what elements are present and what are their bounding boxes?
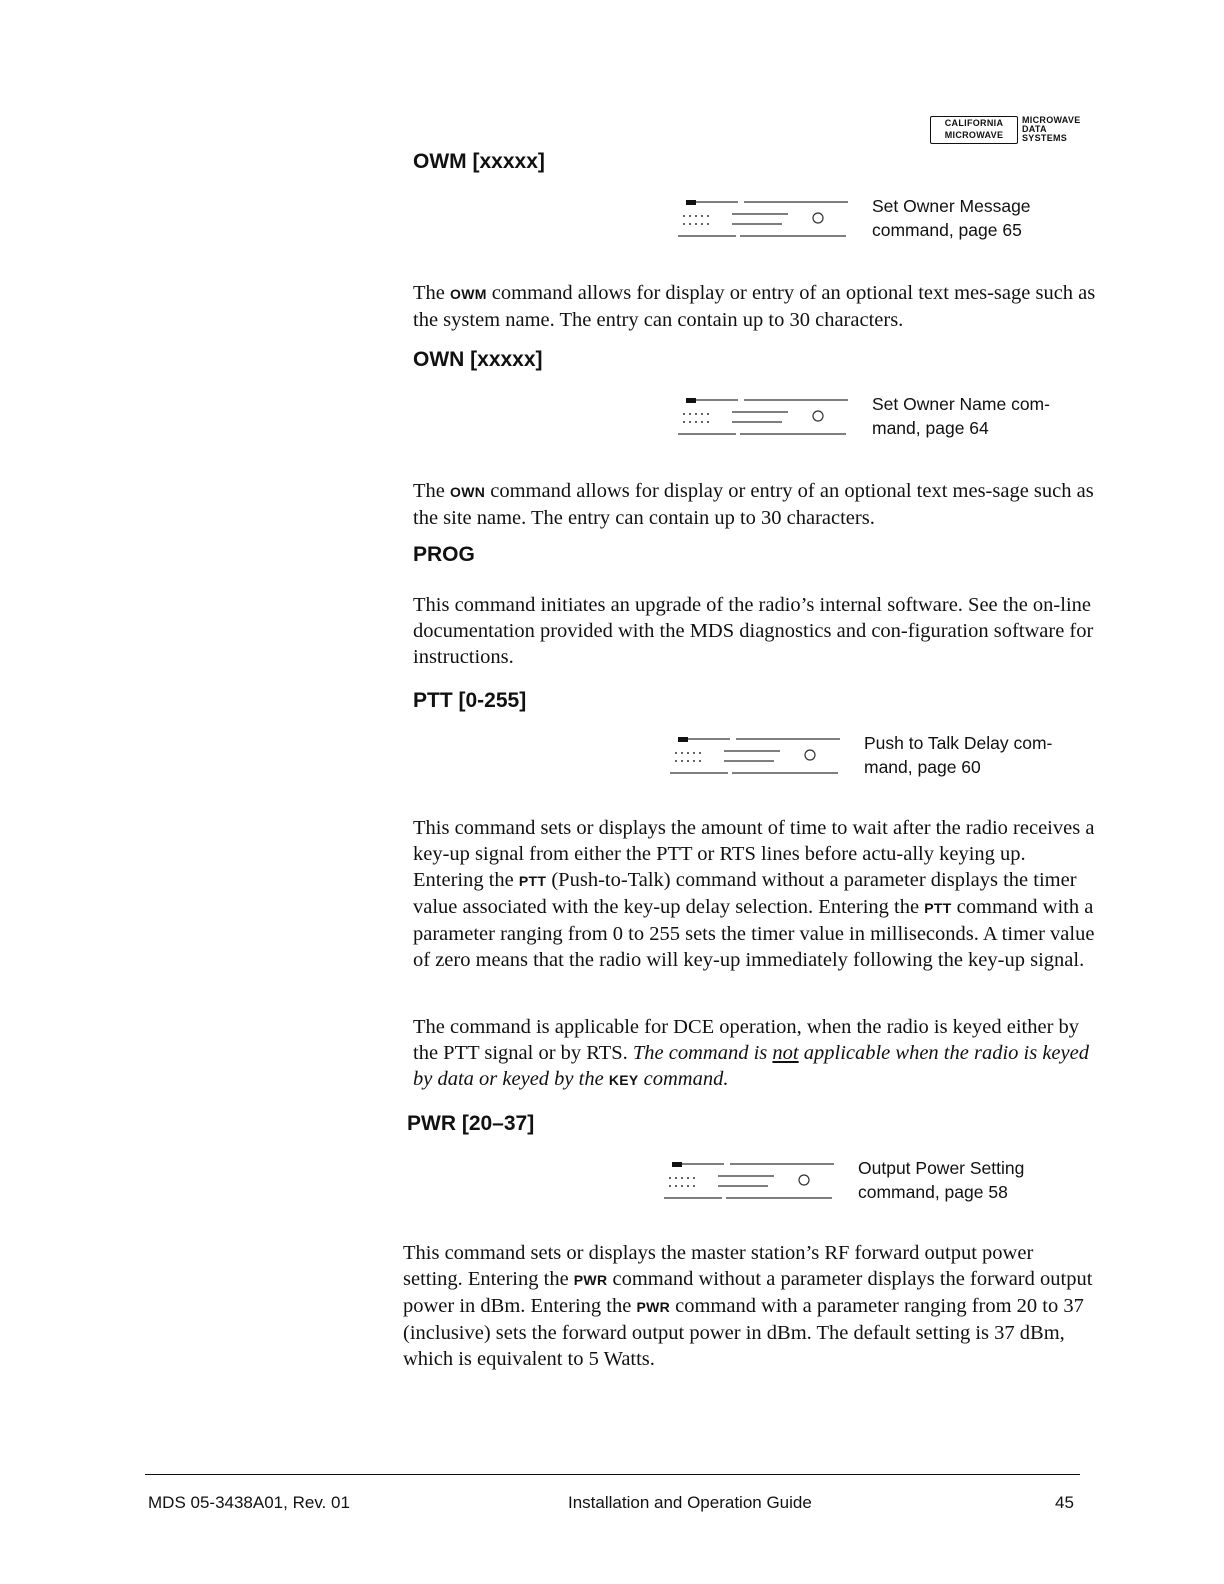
paragraph-ptt-1 bbox=[413, 815, 1099, 973]
logo-box-line: CALIFORNIA bbox=[944, 118, 1004, 128]
logo-side-text bbox=[1022, 116, 1081, 143]
company-logo bbox=[930, 116, 1090, 150]
xref-line: Push to Talk Delay com- bbox=[864, 733, 1053, 753]
xref-line: Output Power Setting bbox=[858, 1158, 1025, 1178]
section-heading-ptt: PTT [0-255] bbox=[413, 689, 527, 712]
command-name: PWR bbox=[636, 1299, 670, 1315]
cross-reference-owm bbox=[676, 194, 1031, 254]
text-run: The command is applicable for DCE operation, when the radio is keyed either by the PTT signal or by RTS. bbox=[413, 1016, 1080, 1064]
text-run: command with a parameter ranging from 20 to 37 (inclusive) sets the forward output power in dBm. The default setting is 37 dBm, which is equivalent to 5 Watts. bbox=[403, 1295, 1084, 1370]
cross-reference-text bbox=[872, 194, 1102, 242]
logo-box-line: MICROWAVE bbox=[944, 130, 1004, 140]
section-heading-pwr: PWR [20–37] bbox=[407, 1112, 535, 1135]
cross-reference-text bbox=[872, 392, 1102, 440]
text-run: command without a parameter displays the forward output power in dBm. Entering the bbox=[403, 1268, 1093, 1317]
italic-text: applicable when the radio is keyed by data or keyed by the bbox=[413, 1042, 1089, 1090]
radio-panel-icon bbox=[676, 194, 856, 242]
command-name: PTT bbox=[924, 900, 952, 916]
text-run: The bbox=[413, 282, 450, 304]
paragraph-pwr bbox=[403, 1240, 1093, 1372]
footer-guide-title: Installation and Operation Guide bbox=[568, 1493, 812, 1512]
text-run: This command sets or displays the master station’s RF forward output power setting. Entering the bbox=[403, 1242, 1034, 1290]
paragraph-own bbox=[413, 478, 1099, 531]
text-run: command allows for display or entry of an optional text mes-sage such as the system name. The entry can contain up to 30 characters. bbox=[413, 282, 1096, 331]
logo-side-line: MICROWAVE bbox=[1022, 115, 1081, 125]
underlined-text: not bbox=[772, 1042, 799, 1064]
logo-box bbox=[930, 116, 1018, 144]
text-run: command allows for display or entry of an optional text mes-sage such as the site name. The entry can contain up to 30 characters. bbox=[413, 480, 1094, 529]
paragraph-prog: This command initiates an upgrade of the radio’s internal software. See the on-line documentation provided with the MDS diagnostics and con-figuration software for instructions. bbox=[413, 594, 1094, 668]
section-heading-own: OWN [xxxxx] bbox=[413, 348, 543, 371]
cross-reference-ptt bbox=[668, 731, 1053, 791]
section-heading-prog: PROG bbox=[413, 543, 475, 566]
footer-divider bbox=[145, 1474, 1080, 1475]
cross-reference-text bbox=[864, 731, 1094, 779]
xref-line: Set Owner Name com- bbox=[872, 394, 1050, 414]
page-number: 45 bbox=[1055, 1493, 1074, 1512]
radio-panel-icon bbox=[668, 731, 848, 779]
command-name: PTT bbox=[518, 873, 547, 889]
italic-text: command. bbox=[638, 1068, 729, 1090]
command-name: KEY bbox=[608, 1072, 639, 1088]
xref-line: Set Owner Message bbox=[872, 196, 1031, 216]
command-name: OWN bbox=[450, 484, 486, 500]
paragraph-ptt-2 bbox=[413, 1014, 1099, 1093]
radio-panel-icon bbox=[676, 392, 856, 440]
cross-reference-own bbox=[676, 392, 1050, 452]
xref-line: mand, page 64 bbox=[872, 418, 989, 438]
text-run: (Push-to-Talk) command without a parameter displays the timer value associated with the key-up delay selection. Entering the bbox=[413, 869, 1077, 918]
logo-side-line: DATA bbox=[1022, 124, 1047, 134]
xref-line: command, page 65 bbox=[872, 220, 1022, 240]
xref-line: command, page 58 bbox=[858, 1182, 1008, 1202]
logo-side-line: SYSTEMS bbox=[1022, 133, 1068, 143]
command-name: OWM bbox=[450, 286, 487, 302]
text-run: The bbox=[413, 480, 450, 502]
section-heading-owm: OWM [xxxxx] bbox=[413, 150, 545, 173]
paragraph-owm bbox=[413, 280, 1099, 333]
italic-text: The command is bbox=[632, 1042, 773, 1064]
footer-doc-id: MDS 05-3438A01, Rev. 01 bbox=[148, 1493, 350, 1512]
xref-line: mand, page 60 bbox=[864, 757, 981, 777]
text-run: This command sets or displays the amount of time to wait after the radio receives a key-up signal from either the PTT or RTS lines before actu-ally keying up. Entering the bbox=[413, 817, 1095, 891]
radio-panel-icon bbox=[662, 1156, 842, 1204]
cross-reference-text bbox=[858, 1156, 1088, 1204]
command-name: PWR bbox=[573, 1272, 608, 1288]
cross-reference-pwr bbox=[662, 1156, 1025, 1216]
text-run: command with a parameter ranging from 0 to 255 sets the timer value in milliseconds. A timer value of zero means that the radio will key-up immediately following the key-up signal. bbox=[413, 896, 1095, 971]
